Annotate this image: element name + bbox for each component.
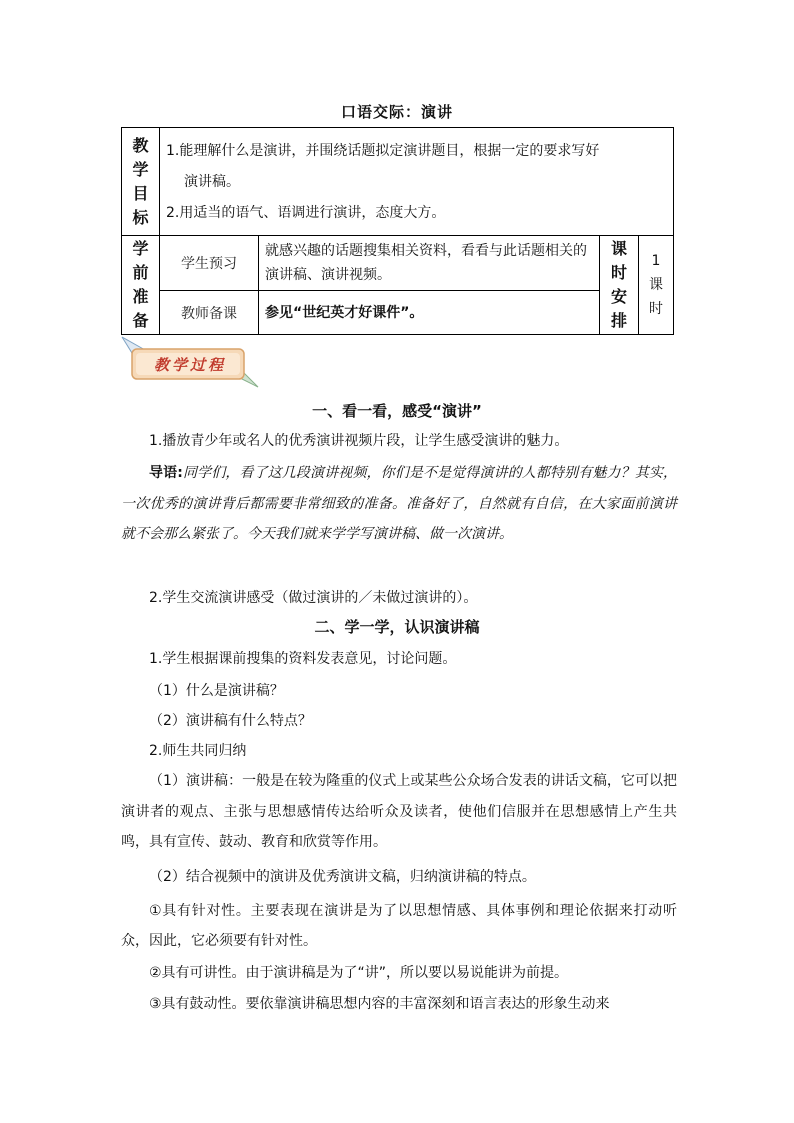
student-preview-label: 学生预习 <box>160 236 259 291</box>
definition-text: 一般是在较为隆重的仪式上或某些公众场合发表的讲话文稿，它可以把演讲者的观点、主张与思想感情传达给听众及读者，使他们信服并在思想感情上产生共鸣，具有宣传、鼓动、教育和欣赏等作用。 <box>121 773 677 850</box>
section-2-definition <box>121 766 677 858</box>
student-preview-content: 就感兴趣的话题搜集相关资料，看看与此话题相关的演讲稿、演讲视频。 <box>259 236 600 291</box>
teacher-prep-content: 参见“世纪英才好课件”。 <box>259 291 600 335</box>
badge-label: 教学过程 <box>153 356 226 374</box>
goal-label-char: 标 <box>132 207 149 227</box>
section-1-item-2: 2.学生交流演讲感受（做过演讲的／未做过演讲的）。 <box>149 590 478 606</box>
schedule-value-char: 课 <box>649 277 663 293</box>
lesson-info-table <box>121 127 674 335</box>
section-2-title: 二、学一学，认识演讲稿 <box>314 618 480 636</box>
schedule-value <box>639 236 674 335</box>
section-1-intro <box>121 458 677 550</box>
feature-3: ③具有鼓动性。要依靠演讲稿思想内容的丰富深刻和语言表达的形象生动来 <box>149 996 610 1012</box>
prep-label-char: 准 <box>132 287 149 306</box>
definition-label: （1）演讲稿： <box>149 773 243 789</box>
schedule-label-char: 安 <box>610 287 627 306</box>
intro-text: 同学们，看了这几段演讲视频，你们是不是觉得演讲的人都特别有魅力？其实，一次优秀的演讲背后都需要非常细致的准备。准备好了，自然就有自信，在大家面前演讲就不会那么紧张了。今天我们就来学学写演讲稿、做一次演讲。 <box>121 465 677 542</box>
section-2-question-1: （1）什么是演讲稿？ <box>149 683 284 699</box>
schedule-label <box>600 236 639 335</box>
goal-label-char: 目 <box>132 183 149 203</box>
section-2-question-2: （2）演讲稿有什么特点？ <box>149 713 312 729</box>
schedule-label-char: 时 <box>610 263 627 282</box>
goal-content <box>160 128 674 236</box>
section-2-item-3: （2）结合视频中的演讲及优秀演讲文稿，归纳演讲稿的特点。 <box>149 869 536 885</box>
goal-label-char: 教 <box>132 135 149 155</box>
goal-label-char: 学 <box>132 159 149 179</box>
feature-1: ①具有针对性。主要表现在演讲是为了以思想情感、具体事例和理论依据来打动听众，因此，它必须要有针对性。 <box>121 903 677 949</box>
page-title: 口语交际：演讲 <box>340 103 453 121</box>
teacher-prep-label: 教师备课 <box>160 291 259 335</box>
intro-label: 导语: <box>149 465 183 481</box>
prep-label <box>122 236 160 335</box>
section-2-item-1: 1.学生根据课前搜集的资料发表意见，讨论问题。 <box>149 651 457 667</box>
prep-label-char: 学 <box>132 239 149 258</box>
schedule-value-char: 1 <box>651 253 661 269</box>
schedule-value-char: 时 <box>649 301 663 317</box>
section-1-item-1: 1.播放青少年或名人的优秀演讲视频片段，让学生感受演讲的魅力。 <box>149 433 569 449</box>
goal-label <box>122 128 160 236</box>
goal-item-1: 1.能理解什么是演讲，并围绕话题拟定演讲题目，根据一定的要求写好 <box>166 143 600 159</box>
teaching-process-badge <box>118 335 268 395</box>
prep-label-char: 备 <box>132 311 149 330</box>
goal-item-1-cont: 演讲稿。 <box>184 174 240 190</box>
section-2-item-2: 2.师生共同归纳 <box>149 743 247 759</box>
goal-item-2: 2.用适当的语气、语调进行演讲，态度大方。 <box>166 205 446 221</box>
section-1-title: 一、看一看，感受“演讲” <box>312 402 482 420</box>
schedule-label-char: 排 <box>610 311 627 330</box>
schedule-label-char: 课 <box>610 239 627 258</box>
feature-2: ②具有可讲性。由于演讲稿是为了“讲”，所以要以易说能讲为前提。 <box>149 965 569 981</box>
prep-label-char: 前 <box>132 263 149 282</box>
